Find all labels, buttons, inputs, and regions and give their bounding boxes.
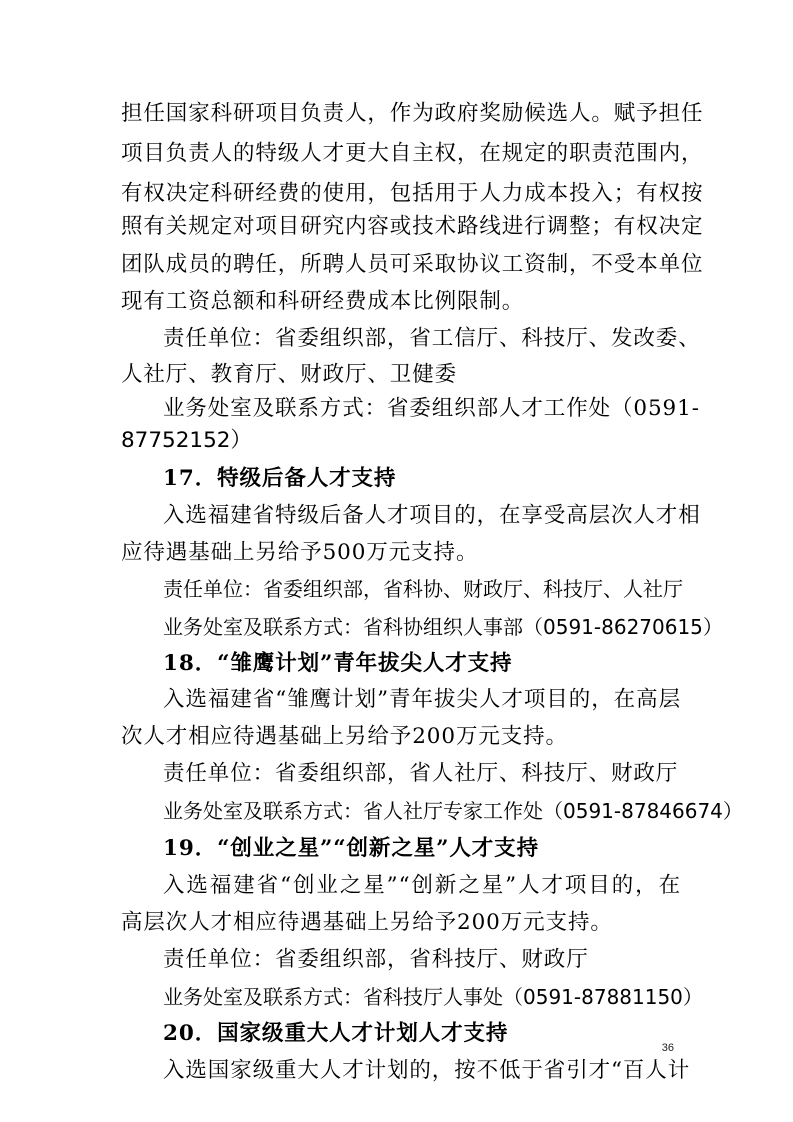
body-text-line: 次人才相应待遇基础上另给予200万元支持。 — [121, 724, 568, 749]
section-heading: 20．国家级重大人才计划人才支持 — [163, 1021, 509, 1046]
body-text-line: 团队成员的聘任，所聘人员可采取协议工资制，不受本单位 — [121, 252, 704, 277]
responsible-units-text: 人社厅、教育厅、财政厅、卫健委 — [121, 362, 458, 387]
body-text-line: 应待遇基础上另给予500万元支持。 — [121, 540, 479, 565]
contact-text: 业务处室及联系方式：省委组织部人才工作处（0591- — [163, 396, 700, 421]
body-text-line: 入选国家级重大人才计划的，按不低于省引才“百人计 — [163, 1058, 691, 1083]
body-text-line: 现有工资总额和科研经费成本比例限制。 — [121, 289, 525, 314]
responsible-units-text: 责任单位：省委组织部，省工信厅、科技厅、发改委、 — [163, 326, 701, 351]
contact-text: 业务处室及联系方式：省科协组织人事部（0591-86270615） — [163, 615, 723, 639]
page-number: 36 — [661, 1042, 674, 1054]
body-text-line: 有权决定科研经费的使用，包括用于人力成本投入；有权按 — [121, 181, 704, 206]
contact-text: 87752152） — [121, 428, 252, 453]
body-text-line: 高层次人才相应待遇基础上另给予200万元支持。 — [121, 910, 613, 935]
responsible-units-text: 责任单位：省委组织部，省人社厅、科技厅、财政厅 — [163, 761, 679, 786]
body-text-line: 入选福建省“创业之星”“创新之星”人才项目的，在 — [163, 873, 681, 898]
responsible-units-text: 责任单位：省委组织部，省科技厅、财政厅 — [163, 947, 589, 972]
body-text-line: 入选福建省特级后备人才项目的，在享受高层次人才相 — [163, 503, 701, 528]
body-text-line: 照有关规定对项目研究内容或技术路线进行调整；有权决定 — [121, 214, 704, 239]
section-heading: 19．“创业之星”“创新之星”人才支持 — [163, 836, 539, 861]
section-heading: 18．“雏鹰计划”青年拔尖人才支持 — [163, 651, 513, 676]
section-heading: 17．特级后备人才支持 — [163, 466, 397, 491]
body-text-line: 入选福建省“雏鹰计划”青年拔尖人才项目的，在高层 — [163, 687, 681, 712]
responsible-units-text: 责任单位：省委组织部，省科协、财政厅、科技厅、人社厅 — [163, 577, 683, 601]
body-text-line: 担任国家科研项目负责人，作为政府奖励候选人。赋予担任 — [121, 101, 704, 126]
contact-text: 业务处室及联系方式：省科技厅人事处（0591-87881150） — [163, 985, 703, 1009]
body-text-line: 项目负责人的特级人才更大自主权，在规定的职责范围内， — [121, 141, 704, 166]
contact-text: 业务处室及联系方式：省人社厅专家工作处（0591-87846674） — [163, 799, 743, 823]
